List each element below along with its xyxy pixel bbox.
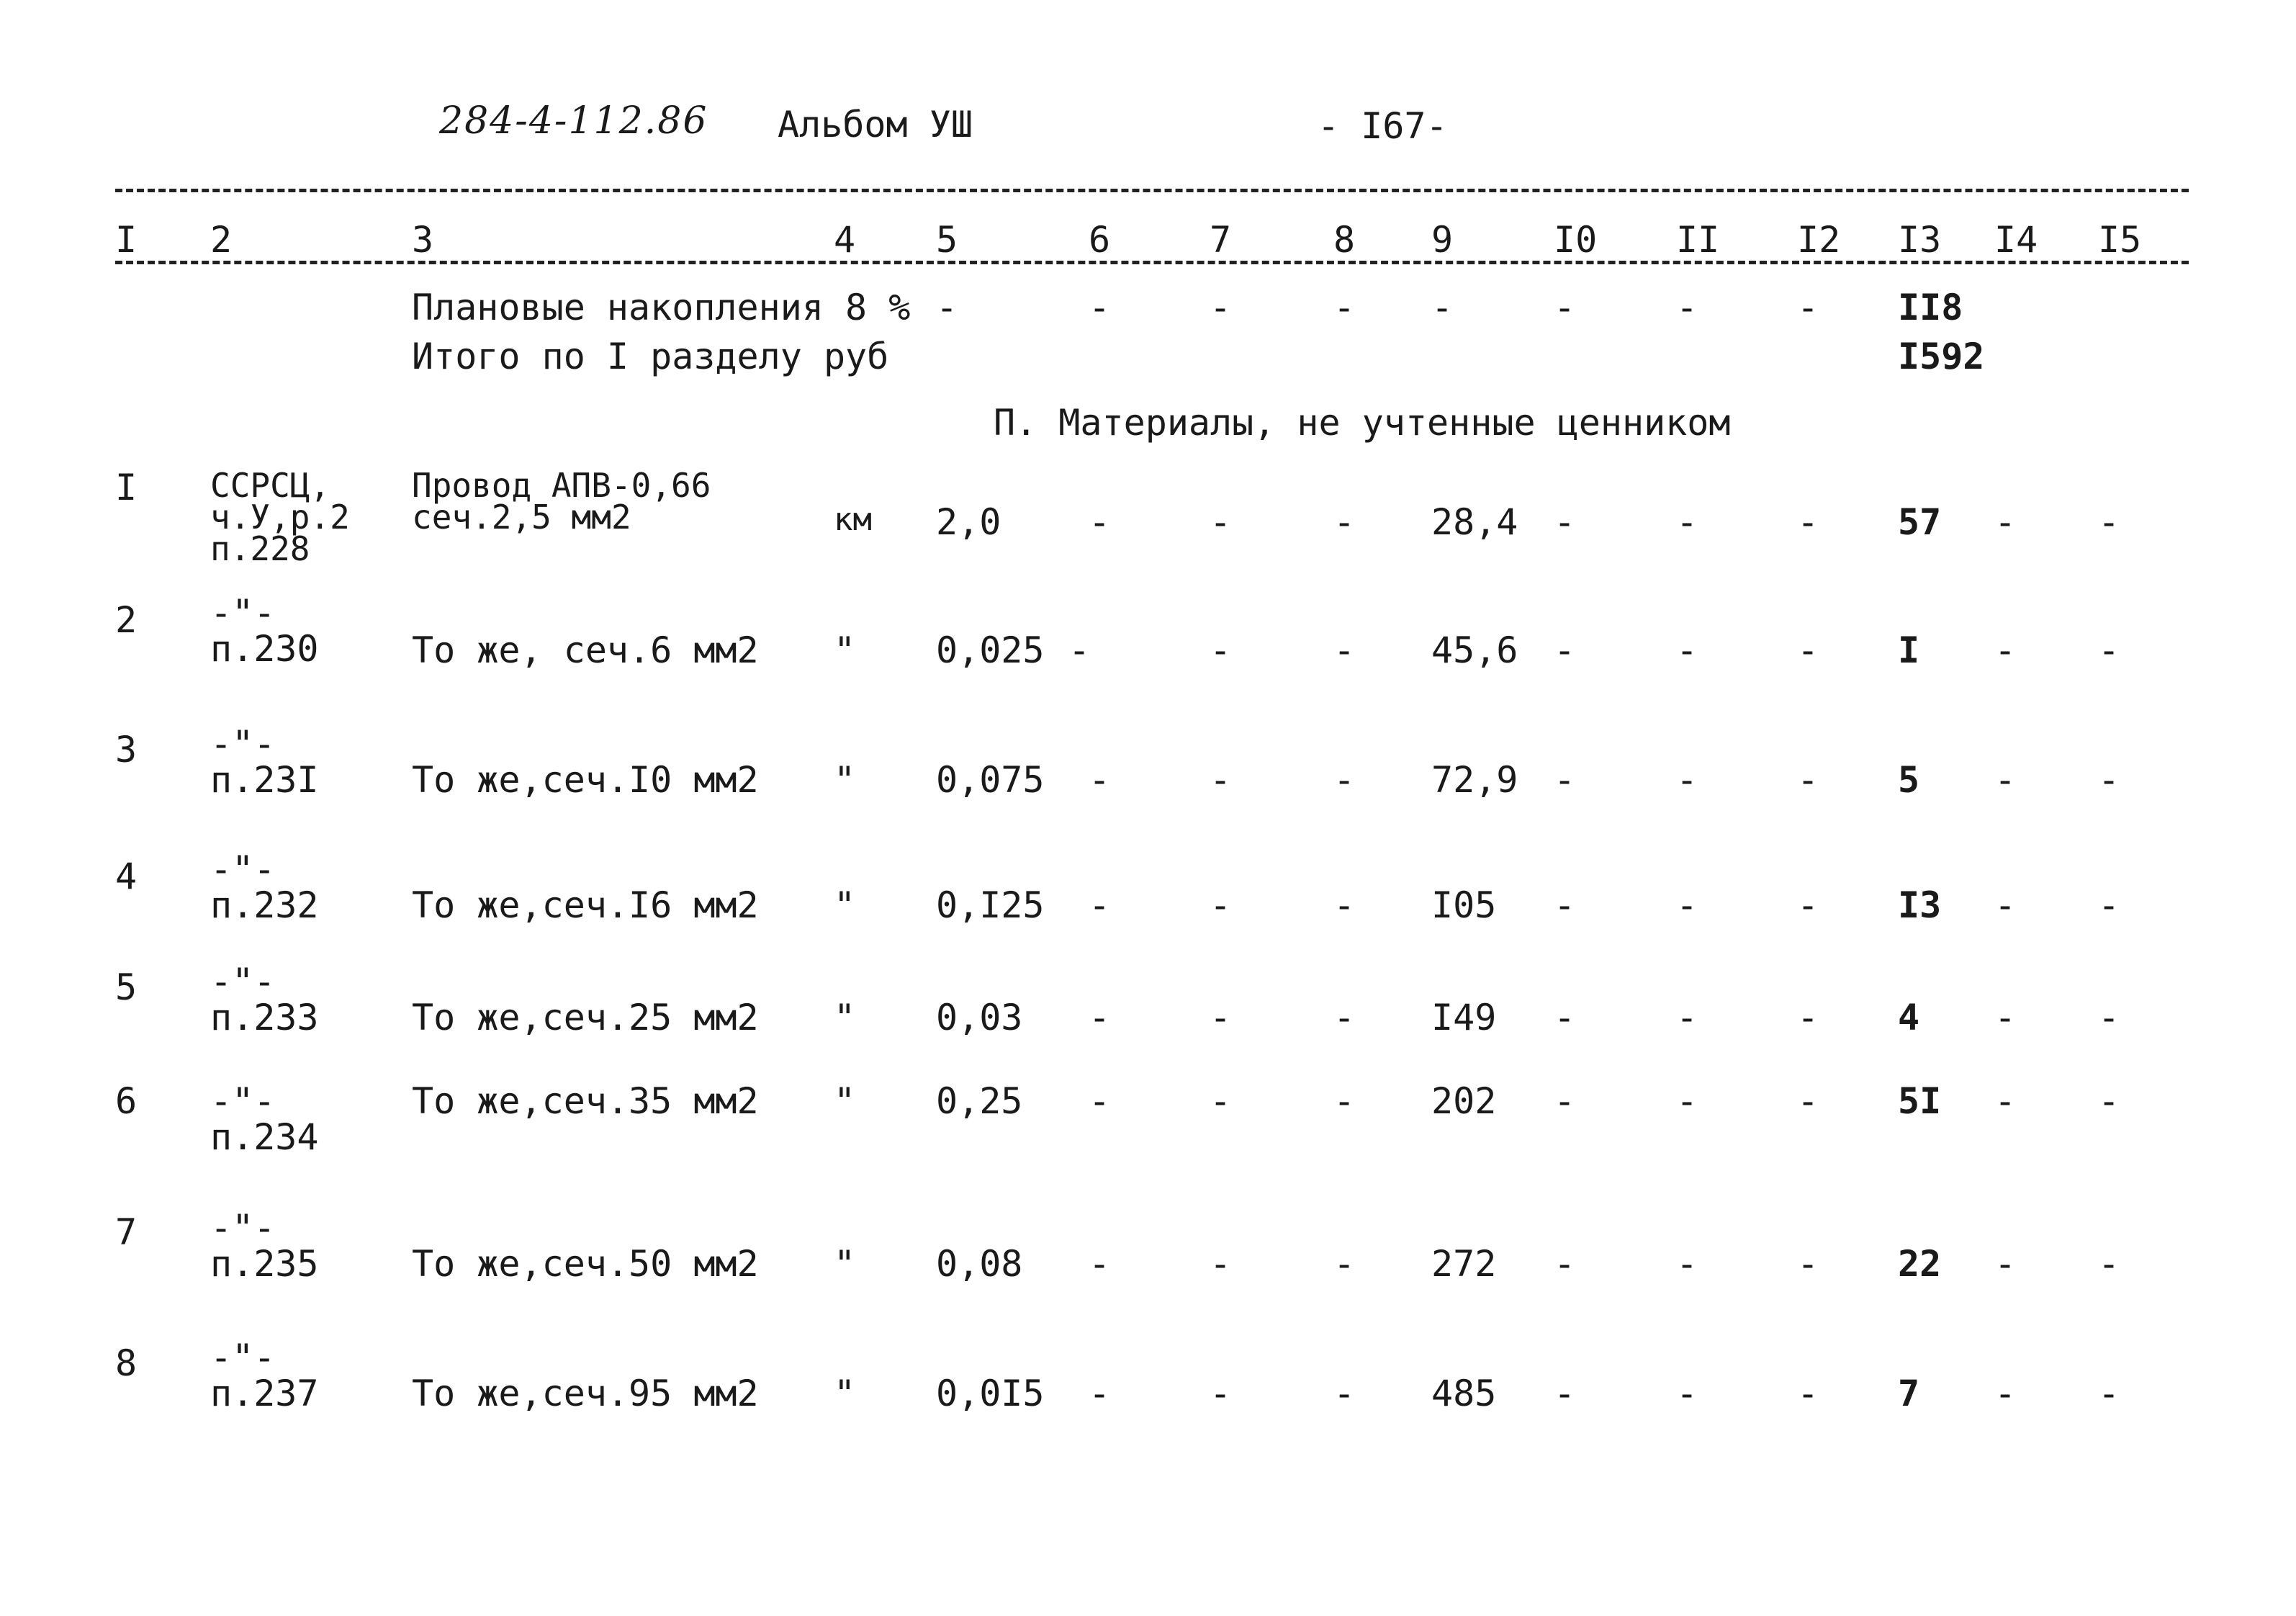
- row-name: То же,сеч.50 мм2: [412, 1243, 759, 1285]
- cell: -: [1797, 997, 1819, 1038]
- cell: -: [1089, 884, 1111, 926]
- cell: -: [1068, 629, 1091, 671]
- ref-line: -"-: [210, 1337, 276, 1378]
- row-unit: ": [834, 1373, 856, 1414]
- cell: -: [1333, 1080, 1356, 1122]
- top-dashed-rule: [115, 189, 2189, 192]
- cell: -: [1676, 997, 1698, 1038]
- row-quantity: 0,075: [936, 759, 1045, 801]
- row-total: 57: [1898, 501, 1942, 543]
- cell: -: [1797, 1373, 1819, 1414]
- cell: -: [1994, 997, 2017, 1038]
- cell: -: [1089, 997, 1111, 1038]
- summary-total: I592: [1898, 336, 1985, 377]
- row-total: 5: [1898, 759, 1920, 801]
- ref-line: п.230: [210, 628, 319, 670]
- cell: -: [1676, 1080, 1698, 1122]
- col-number-13: I3: [1898, 219, 1942, 261]
- row-number: 4: [115, 856, 138, 897]
- cell: -: [1089, 1080, 1111, 1122]
- row-reference: [210, 961, 319, 1038]
- row-quantity: 0,08: [936, 1243, 1023, 1285]
- row-quantity: 0,I25: [936, 884, 1045, 926]
- cell: -: [1554, 884, 1576, 926]
- cell: -: [2098, 501, 2120, 543]
- row-name: То же,сеч.I0 мм2: [412, 759, 759, 801]
- row-number: I: [115, 467, 138, 508]
- col-number-5: 5: [936, 219, 958, 261]
- cell: -: [1554, 759, 1576, 801]
- row-name: То же,сеч.25 мм2: [412, 997, 759, 1038]
- ref-line: п.228: [210, 529, 310, 568]
- cell: -: [1676, 287, 1698, 328]
- cell: -: [1089, 501, 1111, 543]
- cell: -: [1210, 884, 1232, 926]
- cell: -: [1333, 759, 1356, 801]
- album-title: Альбом УШ: [778, 104, 973, 145]
- row-total: I: [1898, 629, 1920, 671]
- ref-line: -"-: [210, 592, 276, 634]
- row-price: 202: [1431, 1080, 1497, 1122]
- cell: -: [1089, 287, 1111, 328]
- cell: -: [1676, 884, 1698, 926]
- summary-label: Плановые накопления 8 %: [412, 287, 911, 328]
- row-unit: ": [834, 1243, 856, 1285]
- row-total: 5I: [1898, 1080, 1942, 1122]
- row-quantity: 0,0I5: [936, 1373, 1045, 1414]
- cell: -: [1210, 1243, 1232, 1285]
- cell: -: [1089, 1373, 1111, 1414]
- cell: -: [2098, 997, 2120, 1038]
- cell: -: [1994, 884, 2017, 926]
- cell: -: [1333, 629, 1356, 671]
- row-quantity: 0,025: [936, 629, 1045, 671]
- cell: -: [1333, 997, 1356, 1038]
- row-price: I05: [1431, 884, 1497, 926]
- ref-line: ССРСЦ,: [210, 466, 330, 505]
- col-number-14: I4: [1994, 219, 2038, 261]
- cell: -: [2098, 1373, 2120, 1414]
- cell: -: [1554, 1080, 1576, 1122]
- cell: -: [1994, 629, 2017, 671]
- row-unit: км: [834, 501, 872, 538]
- row-unit: ": [834, 997, 856, 1038]
- row-reference: [210, 723, 319, 801]
- row-reference: [210, 466, 350, 568]
- document-code: 284-4-112.86: [439, 99, 708, 143]
- ref-line: ч.У,р.2: [210, 498, 350, 537]
- cell: -: [1797, 287, 1819, 328]
- ref-line: п.232: [210, 884, 319, 926]
- cell: -: [1210, 1080, 1232, 1122]
- cell: -: [1333, 884, 1356, 926]
- cell: -: [1994, 1373, 2017, 1414]
- name-line: сеч.2,5 мм2: [412, 498, 631, 537]
- row-price: 72,9: [1431, 759, 1518, 801]
- row-price: 485: [1431, 1373, 1497, 1414]
- ref-line: п.23I: [210, 759, 319, 801]
- col-number-10: I0: [1554, 219, 1598, 261]
- col-number-12: I2: [1797, 219, 1841, 261]
- row-number: 2: [115, 599, 138, 641]
- col-number-3: 3: [412, 219, 434, 261]
- row-number: 8: [115, 1342, 138, 1384]
- col-number-4: 4: [834, 219, 856, 261]
- cell: -: [1676, 759, 1698, 801]
- ref-line: п.234: [210, 1116, 319, 1158]
- cell: -: [2098, 629, 2120, 671]
- cell: -: [1994, 1080, 2017, 1122]
- cell: -: [1554, 1243, 1576, 1285]
- ref-line: -"-: [210, 1080, 276, 1122]
- row-price: 28,4: [1431, 501, 1518, 543]
- row-total: 4: [1898, 997, 1920, 1038]
- cell: -: [1210, 629, 1232, 671]
- cell: -: [1797, 759, 1819, 801]
- row-unit: ": [834, 629, 856, 671]
- row-quantity: 0,03: [936, 997, 1023, 1038]
- row-unit: ": [834, 1080, 856, 1122]
- row-unit: ": [834, 759, 856, 801]
- cell: -: [1554, 287, 1576, 328]
- cell: -: [1797, 884, 1819, 926]
- cell: -: [1676, 501, 1698, 543]
- cell: -: [1994, 759, 2017, 801]
- row-name: То же,сеч.95 мм2: [412, 1373, 759, 1414]
- row-total: 22: [1898, 1243, 1942, 1285]
- ref-line: п.233: [210, 997, 319, 1038]
- cell: -: [2098, 884, 2120, 926]
- row-price: I49: [1431, 997, 1497, 1038]
- cell: -: [2098, 1243, 2120, 1285]
- col-number-15: I5: [2098, 219, 2142, 261]
- cell: -: [1333, 287, 1356, 328]
- cell: -: [1431, 287, 1454, 328]
- row-name: То же,сеч.35 мм2: [412, 1080, 759, 1122]
- cell: -: [1210, 759, 1232, 801]
- row-number: 3: [115, 729, 138, 771]
- header-dashed-rule: [115, 261, 2189, 264]
- cell: -: [936, 287, 958, 328]
- row-number: 5: [115, 966, 138, 1008]
- cell: -: [1210, 501, 1232, 543]
- ref-line: п.237: [210, 1373, 319, 1414]
- section-title: П. Материалы, не учтенные ценником: [994, 402, 1731, 444]
- ref-line: -"-: [210, 848, 276, 890]
- col-number-11: II: [1676, 219, 1720, 261]
- row-price: 272: [1431, 1243, 1497, 1285]
- row-name: [412, 466, 711, 537]
- col-number-8: 8: [1333, 219, 1356, 261]
- cell: -: [2098, 759, 2120, 801]
- cell: -: [1210, 997, 1232, 1038]
- cell: -: [1554, 629, 1576, 671]
- cell: -: [1994, 501, 2017, 543]
- cell: -: [1554, 997, 1576, 1038]
- row-reference: [210, 848, 319, 926]
- col-number-9: 9: [1431, 219, 1454, 261]
- cell: -: [1210, 287, 1232, 328]
- row-total: I3: [1898, 884, 1942, 926]
- ref-line: п.235: [210, 1243, 319, 1285]
- row-number: 6: [115, 1080, 138, 1122]
- row-number: 7: [115, 1211, 138, 1253]
- cell: -: [1333, 501, 1356, 543]
- ref-line: -"-: [210, 723, 276, 765]
- cell: -: [1676, 1373, 1698, 1414]
- row-quantity: 0,25: [936, 1080, 1023, 1122]
- cell: -: [1333, 1373, 1356, 1414]
- page-number: - I67-: [1318, 105, 1448, 147]
- row-quantity: 2,0: [936, 501, 1001, 543]
- cell: -: [1797, 501, 1819, 543]
- row-name: То же,сеч.I6 мм2: [412, 884, 759, 926]
- cell: -: [1797, 1080, 1819, 1122]
- cell: -: [1089, 759, 1111, 801]
- row-price: 45,6: [1431, 629, 1518, 671]
- row-name: То же, сеч.6 мм2: [412, 629, 759, 671]
- cell: -: [1676, 629, 1698, 671]
- col-number-7: 7: [1210, 219, 1232, 261]
- cell: -: [1554, 501, 1576, 543]
- summary-label: Итого по I разделу руб: [412, 336, 889, 377]
- row-total: 7: [1898, 1373, 1920, 1414]
- cell: -: [1994, 1243, 2017, 1285]
- row-reference: [210, 592, 319, 670]
- cell: -: [1089, 1243, 1111, 1285]
- col-number-2: 2: [210, 219, 233, 261]
- cell: -: [1797, 629, 1819, 671]
- summary-total: II8: [1898, 287, 1963, 328]
- row-reference: [210, 1337, 319, 1414]
- name-line: Провод АПВ-0,66: [412, 466, 711, 505]
- cell: -: [1333, 1243, 1356, 1285]
- cell: -: [2098, 1080, 2120, 1122]
- row-reference: [210, 1080, 319, 1158]
- cell: -: [1554, 1373, 1576, 1414]
- row-unit: ": [834, 884, 856, 926]
- row-reference: [210, 1207, 319, 1285]
- ref-line: -"-: [210, 961, 276, 1002]
- ref-line: -"-: [210, 1207, 276, 1249]
- cell: -: [1210, 1373, 1232, 1414]
- cell: -: [1797, 1243, 1819, 1285]
- col-number-1: I: [115, 219, 138, 261]
- col-number-6: 6: [1089, 219, 1111, 261]
- cell: -: [1676, 1243, 1698, 1285]
